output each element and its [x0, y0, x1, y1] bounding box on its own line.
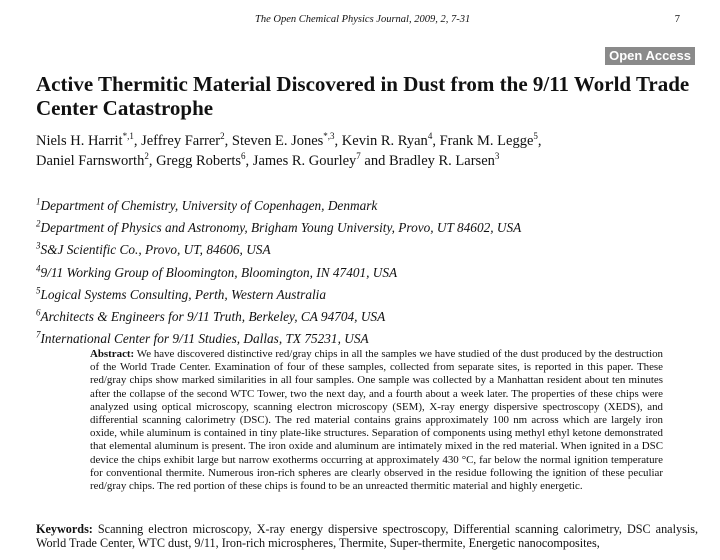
affiliation: $^5$Logical Systems Consulting, Perth, Western Australia: [36, 285, 327, 302]
page-number: 7: [674, 14, 680, 25]
open-access-badge: Open Access: [605, 47, 695, 65]
affiliation: $^3$S&J Scientific Co., Provo, UT, 84606, USA: [36, 240, 271, 258]
author-affiliation-mark: 6: [241, 151, 246, 162]
author-affiliation-mark: 2: [220, 131, 225, 142]
keywords: [36, 523, 698, 550]
paper-title: Active Thermitic Material Discovered in Dust from the 9/11 World Trade Center Catastrophe: [36, 72, 690, 120]
author: Steven E. Jones$^{*,3}$,: [231, 131, 342, 149]
author-affiliation-mark: *,3: [323, 131, 335, 142]
journal-header: [0, 14, 720, 30]
author: Bradley R. Larsen$^3$: [388, 151, 500, 169]
author: Jeffrey Farrer$^2$,: [141, 131, 232, 149]
affiliation: $^6$Architects & Engineers for 9/11 Truth, Berkeley, CA 94704, USA: [36, 307, 386, 324]
author-affiliation-mark: 7: [356, 151, 361, 162]
author: Daniel Farnsworth$^2$,: [36, 151, 157, 169]
author-affiliation-mark: *,1: [122, 131, 134, 142]
abstract: [90, 348, 663, 493]
author-affiliation-mark: 2: [144, 151, 149, 162]
author: Frank M. Legge$^5$,: [439, 131, 542, 149]
affiliation: $^2$Department of Physics and Astronomy, Brigham Young University, Provo, UT 84602, USA: [36, 218, 522, 236]
abstract-text: We have discovered distinctive red/gray chips in all the samples we have studied of the dust produced by the destruction of the World Trade Center. Examination of four of these samples, collected from separate sites, is reported in this paper. These red/gray chips show marked similarities in all four samples. One sample was collected by a Manhattan resident about ten minutes after the collapse of the second WTC Tower, two the next day, and a fourth about a week later. The properties of these chips were analyzed using optical microscopy, scanning electron microscopy (SEM), X-ray energy dispersive spectroscopy (XEDS), and differential scanning calorimetry (DSC). The red material contains grains approximately 100 nm across which are largely iron oxide, while aluminum is contained in tiny plate-like structures. Separation of components using methyl ethyl ketone demonstrated that elemental aluminum is present. The iron oxide and aluminum are intimately mixed in the red material. When ignited in a DSC device the chips exhibit large but narrow exotherms occurring at approximately 430 °C, far below the normal ignition temperature for conventional thermite. Numerous iron-rich spheres are clearly observed in the residue following the ignition of these peculiar red/gray chips. The red portion of these chips is found to be an unreacted thermitic material and highly energetic.: [90, 348, 663, 493]
keywords-text: Scanning electron microscopy, X-ray energy dispersive spectroscopy, Differential scanning calorimetry, DSC analysis, World Trade Center, WTC dust, 9/11, Iron-rich microspheres, Thermite, Super-thermite, Energetic nanocomposites,: [36, 522, 698, 550]
abstract-label: Abstract:: [90, 348, 135, 360]
affiliation: $^1$Department of Chemistry, University of Copenhagen, Denmark: [36, 196, 378, 213]
affiliation: $^4$9/11 Working Group of Bloomington, Bloomington, IN 47401, USA: [36, 263, 398, 280]
journal-reference: The Open Chemical Physics Journal, 2009, 2, 7-31: [255, 14, 471, 25]
author-affiliation-mark: 4: [427, 131, 433, 142]
author: Kevin R. Ryan$^4$,: [341, 131, 440, 149]
author-list: [36, 131, 696, 171]
author: James R. Gourley$^7$ and: [252, 151, 389, 169]
author-affiliation-mark: 5: [533, 131, 538, 142]
author-affiliation-mark: 3: [494, 151, 500, 162]
affiliation-list: [36, 195, 686, 350]
author: Niels H. Harrit$^{*,1}$,: [36, 131, 142, 149]
keywords-label: Keywords:: [36, 522, 93, 536]
affiliation: $^7$International Center for 9/11 Studies, Dallas, TX 75231, USA: [36, 329, 369, 347]
author: Gregg Roberts$^6$,: [156, 151, 253, 169]
